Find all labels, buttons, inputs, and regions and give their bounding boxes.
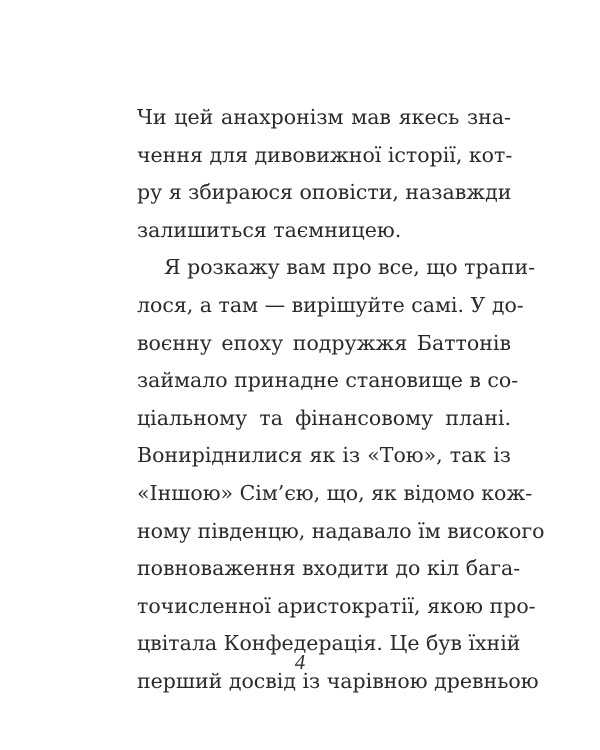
text-line: Чи цей анахронізм мав якесь зна- (137, 105, 511, 129)
paragraph-2 (137, 249, 545, 700)
paragraph-1 (137, 99, 511, 249)
text-line: Вониріднилися як із «Тою», так із (137, 443, 511, 468)
body-text (137, 99, 545, 701)
text-line: займало принадне становище в со- (137, 368, 519, 393)
text-line: Я розкажу вам про все, що трапи- (164, 255, 536, 280)
text-line: лося, а там — вирішуйте самі. У до- (137, 292, 524, 317)
text-line: повноваження входити до кіл бага- (137, 556, 521, 581)
text-line: воєнну епоху подружжя Баттонів (137, 330, 511, 355)
text-line: точисленної аристократії, якою про- (137, 593, 536, 618)
text-line: цвітала Конфедерація. Це був їхній (137, 631, 521, 656)
text-line: ціальному та фінансовому плані. (137, 405, 511, 430)
page-number: 4 (294, 650, 306, 674)
text-line: чення для дивовижної історії, кот- (137, 142, 513, 167)
text-line: «Іншою» Сім’єю, що, як відомо кож- (137, 480, 533, 505)
text-line: ному південцю, надавало їм високого (137, 518, 545, 543)
text-line: ру я збираюся оповісти, назавжди (137, 180, 512, 205)
text-line: перший досвід із чарівною древньою (137, 668, 539, 693)
text-line: залишиться таємницею. (137, 217, 402, 242)
